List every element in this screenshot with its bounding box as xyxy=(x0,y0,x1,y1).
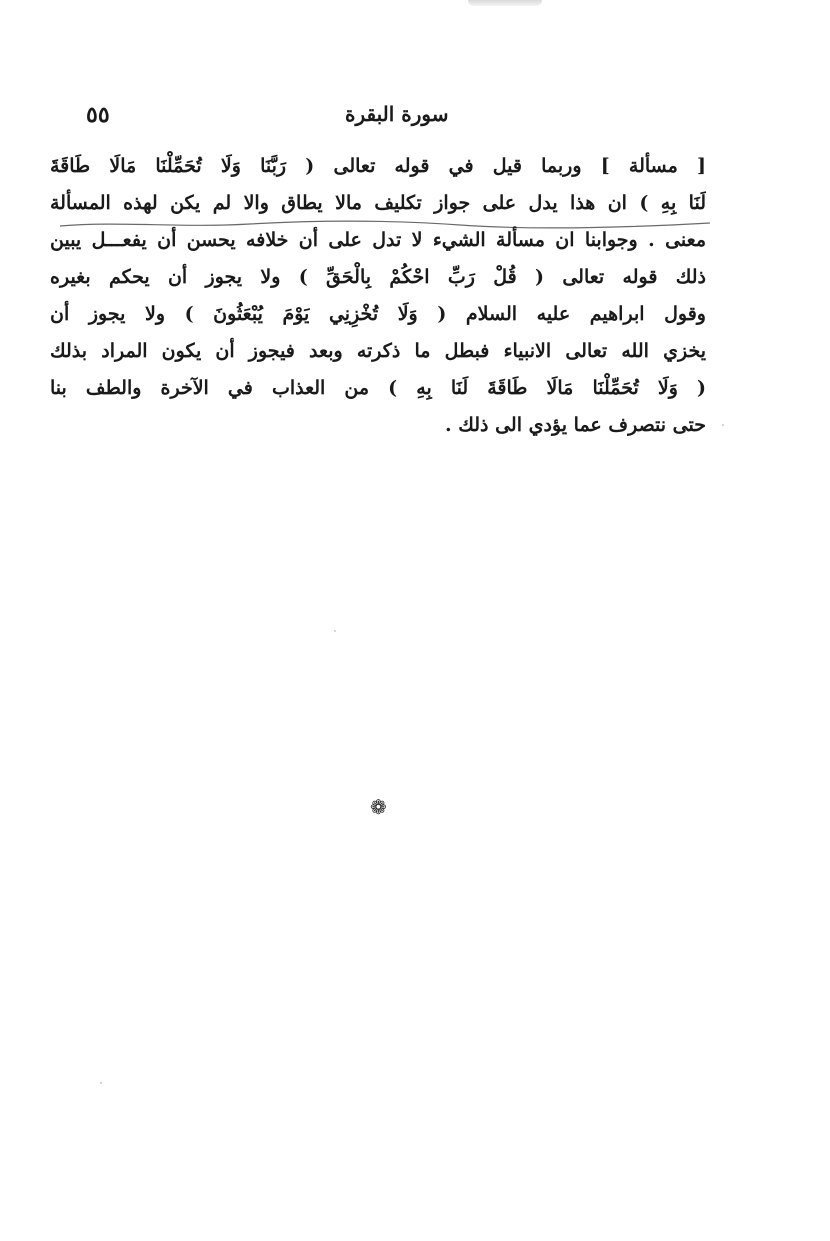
scan-speck xyxy=(100,1082,102,1084)
text-line: [ مسألة ] وربما قيل في قوله تعالى ( رَبَّنَا وَلَا تُحَمِّلْنَا مَالَا طَاقَةَ xyxy=(50,155,706,177)
text-line: ذلك قوله تعالى ( قُلْ رَبِّ احْكُمْ بِالْحَقِّ ) ولا يجوز أن يحكم بغيره xyxy=(50,266,706,288)
text-line: حتى نتصرف عما يؤدي الى ذلك . xyxy=(444,414,706,436)
text-line: يخزي الله تعالى الانبياء فبطل ما ذكرته وبعد فيجوز أن يكون المراد بذلك xyxy=(50,340,706,362)
page-number: ٥٥ xyxy=(86,102,110,128)
ornament-icon: ❁ xyxy=(370,795,387,819)
scan-speck xyxy=(334,630,336,632)
text-line: ( وَلَا تُحَمِّلْنَا مَالَا طَاقَةَ لَنَا بِهِ ) من العذاب في الآخرة والطف بنا xyxy=(50,377,706,399)
text-line: معنى . وجوابنا ان مسألة الشيء لا تدل على أن خلافه يحسن أن يفعـــل يبين xyxy=(50,229,706,251)
scan-speck xyxy=(722,424,724,426)
text-line: وقول ابراهيم عليه السلام ( وَلَا تُخْزِنِي يَوْمَ يُبْعَثُونَ ) ولا يجوز أن xyxy=(50,303,706,325)
text-line: لَنَا بِهِ ) ان هذا يدل على جواز تكليف مالا يطاق والا لم يكن لهذه المسألة xyxy=(50,192,706,214)
page-header xyxy=(80,100,708,134)
running-head: سورة البقرة xyxy=(345,102,449,126)
scan-smudge xyxy=(468,0,542,6)
body-text xyxy=(50,148,706,444)
